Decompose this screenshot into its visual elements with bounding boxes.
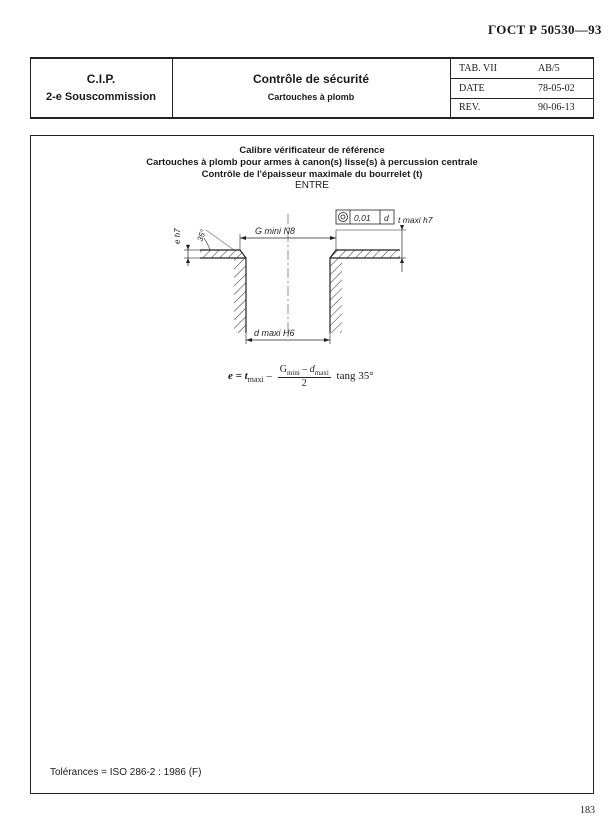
- content-line-2: Cartouches à plomb pour armes à canon(s) lisse(s) à percussion centrale: [146, 157, 478, 168]
- t-arrow-bottom: [400, 258, 404, 263]
- g-arrow-right: [330, 236, 336, 240]
- content-left-border: [30, 135, 31, 794]
- tolerance-footnote: Tolérances = ISO 286-2 : 1986 (F): [50, 767, 202, 778]
- gauge-drawing: [150, 200, 450, 350]
- t-arrow-top: [400, 225, 404, 230]
- e-arrow-bottom: [186, 258, 190, 263]
- formula-lhs: e = t: [228, 370, 248, 383]
- angle-leader: [206, 230, 234, 250]
- page-number: 183: [580, 805, 595, 816]
- d-arrow-left: [246, 338, 252, 342]
- row-value-date: 78-05-02: [538, 83, 575, 94]
- header-bottom-rule: [30, 117, 594, 119]
- formula-denominator: 2: [301, 378, 307, 389]
- formula-fraction: [278, 364, 331, 389]
- formula-minus: –: [263, 370, 275, 383]
- formula: [228, 364, 374, 389]
- content-top-rule: [30, 135, 594, 136]
- num-d: d: [309, 364, 315, 375]
- num-d-sub: maxi: [314, 369, 329, 377]
- header-organization: [30, 62, 172, 103]
- row-label-rev: REV.: [459, 102, 481, 113]
- header-row-rule-1: [451, 78, 593, 79]
- document-code: ГОСТ Р 50530—93: [488, 22, 602, 37]
- header-divider-2: [450, 59, 451, 117]
- num-g-sub: mini: [286, 369, 300, 377]
- num-g: G: [279, 364, 287, 375]
- header-title-block: [172, 62, 450, 102]
- formula-tail: tang 35°: [336, 370, 374, 383]
- main-title: Contrôle de sécurité: [252, 72, 370, 86]
- org-subtitle: 2-e Souscommission: [45, 91, 157, 103]
- row-label-tab: TAB. VII: [459, 63, 497, 74]
- hatch-top-right: [330, 250, 400, 258]
- hatch-top-left: [200, 250, 246, 258]
- num-minus: –: [299, 364, 310, 375]
- e-arrow-top: [186, 245, 190, 250]
- content-right-border: [593, 135, 594, 794]
- label-d-maxi: d maxi H6: [254, 328, 295, 338]
- label-e-h7: e h7: [173, 228, 182, 244]
- main-subtitle: Cartouches à plomb: [267, 92, 355, 102]
- concentricity-icon: [339, 213, 348, 222]
- org-title: C.I.P.: [86, 72, 116, 86]
- hatch-wall-left: [234, 258, 246, 333]
- row-value-tab: AB/5: [538, 63, 560, 74]
- concentricity-icon-inner: [341, 215, 345, 219]
- row-label-date: DATE: [459, 83, 485, 94]
- formula-lhs-sub: maxi: [247, 375, 264, 385]
- label-g-mini: G mini N8: [255, 226, 296, 236]
- hatch-wall-right: [330, 258, 342, 333]
- content-line-4: ENTRE: [295, 180, 329, 191]
- content-line-1: Calibre vérificateur de référence: [239, 145, 385, 156]
- tolerance-datum: d: [384, 213, 389, 223]
- tolerance-value: 0,01: [354, 213, 371, 223]
- d-arrow-right: [324, 338, 330, 342]
- g-arrow-left: [240, 236, 246, 240]
- header-right-border: [593, 57, 594, 119]
- header-row-rule-2: [451, 98, 593, 99]
- formula-numerator: [278, 364, 331, 378]
- header-top-rule: [30, 57, 594, 59]
- row-value-rev: 90-06-13: [538, 102, 575, 113]
- content-line-3: Contrôle de l'épaisseur maximale du bourrelet (t): [201, 169, 423, 180]
- label-angle: 35°: [195, 228, 209, 243]
- label-t-maxi: t maxi h7: [398, 215, 433, 225]
- content-bottom-rule: [30, 793, 594, 794]
